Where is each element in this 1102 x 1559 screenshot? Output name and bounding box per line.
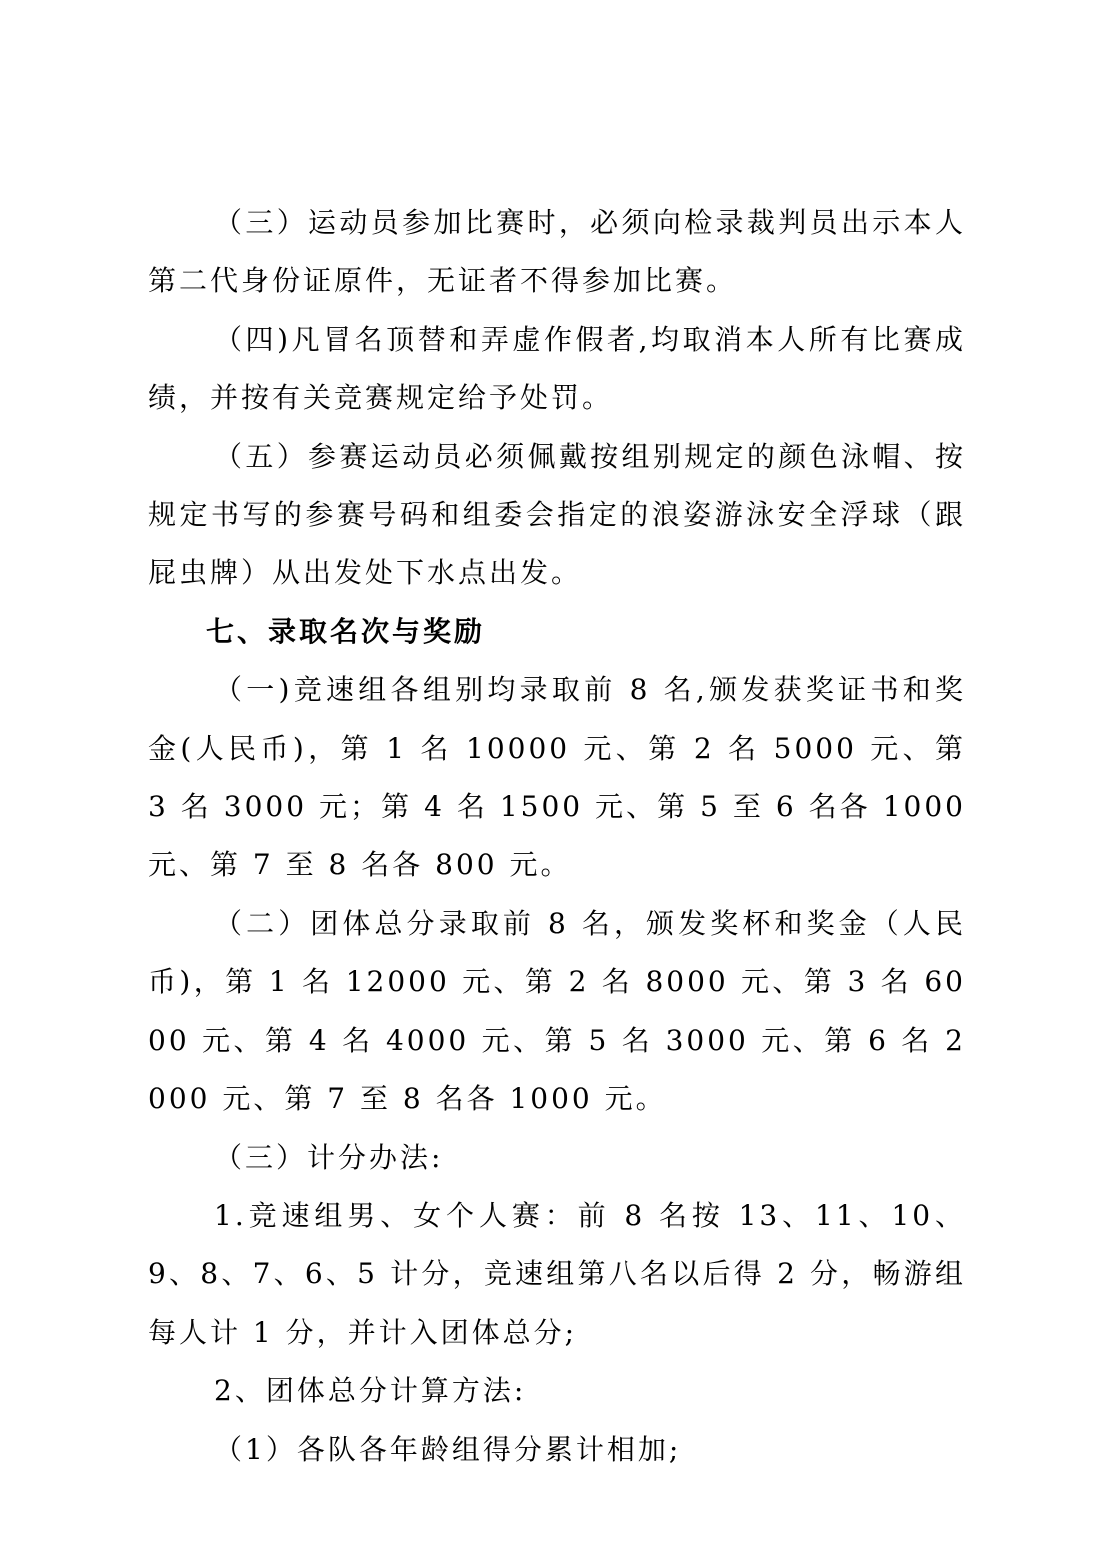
paragraph-equipment-rules: （五）参赛运动员必须佩戴按组别规定的颜色泳帽、按规定书写的参赛号码和组委会指定的浪姿游泳安全浮球（跟屁虫牌）从出发处下水点出发。 (148, 439, 966, 590)
paragraph-athlete-id-check: （三）运动员参加比赛时，必须向检录裁判员出示本人第二代身份证原件，无证者不得参加比赛。 (148, 206, 966, 298)
section-heading-rankings-and-awards: 七、录取名次与奖励 (206, 614, 486, 648)
paragraph-individual-scoring: 1.竞速组男、女个人赛：前 8 名按 13、11、10、9、8、7、6、5 计分，竞速组第八名以后得 2 分，畅游组每人计 1 分，并计入团体总分; (148, 1198, 966, 1349)
document-body (148, 194, 966, 1479)
paragraph-team-scoring-title: 2、团体总分计算方法: (214, 1374, 527, 1408)
paragraph-impersonation-penalty: （四)凡冒名顶替和弄虚作假者,均取消本人所有比赛成绩，并按有关竞赛规定给予处罚。 (148, 322, 966, 415)
paragraph-team-scoring-rule-1: （1）各队各年龄组得分累计相加; (214, 1432, 682, 1466)
paragraph-scoring-method-title: （三）计分办法: (214, 1140, 444, 1174)
paragraph-team-prizes: （二）团体总分录取前 8 名，颁发奖杯和奖金（人民币)，第 1 名 12000 元、第 2 名 8000 元、第 3 名 6000 元、第 4 名 4000 元、第 5 名 3000 元、第 6 名 2000 元、第 7 至 8 名各 1000 元。 (148, 906, 966, 1116)
paragraph-speed-group-prizes: （一)竞速组各组别均录取前 8 名,颁发获奖证书和奖金(人民币)，第 1 名 10000 元、第 2 名 5000 元、第 3 名 3000 元；第 4 名 1500 元、第 5 至 6 名各 1000 元、第 7 至 8 名各 800 元。 (148, 673, 966, 882)
